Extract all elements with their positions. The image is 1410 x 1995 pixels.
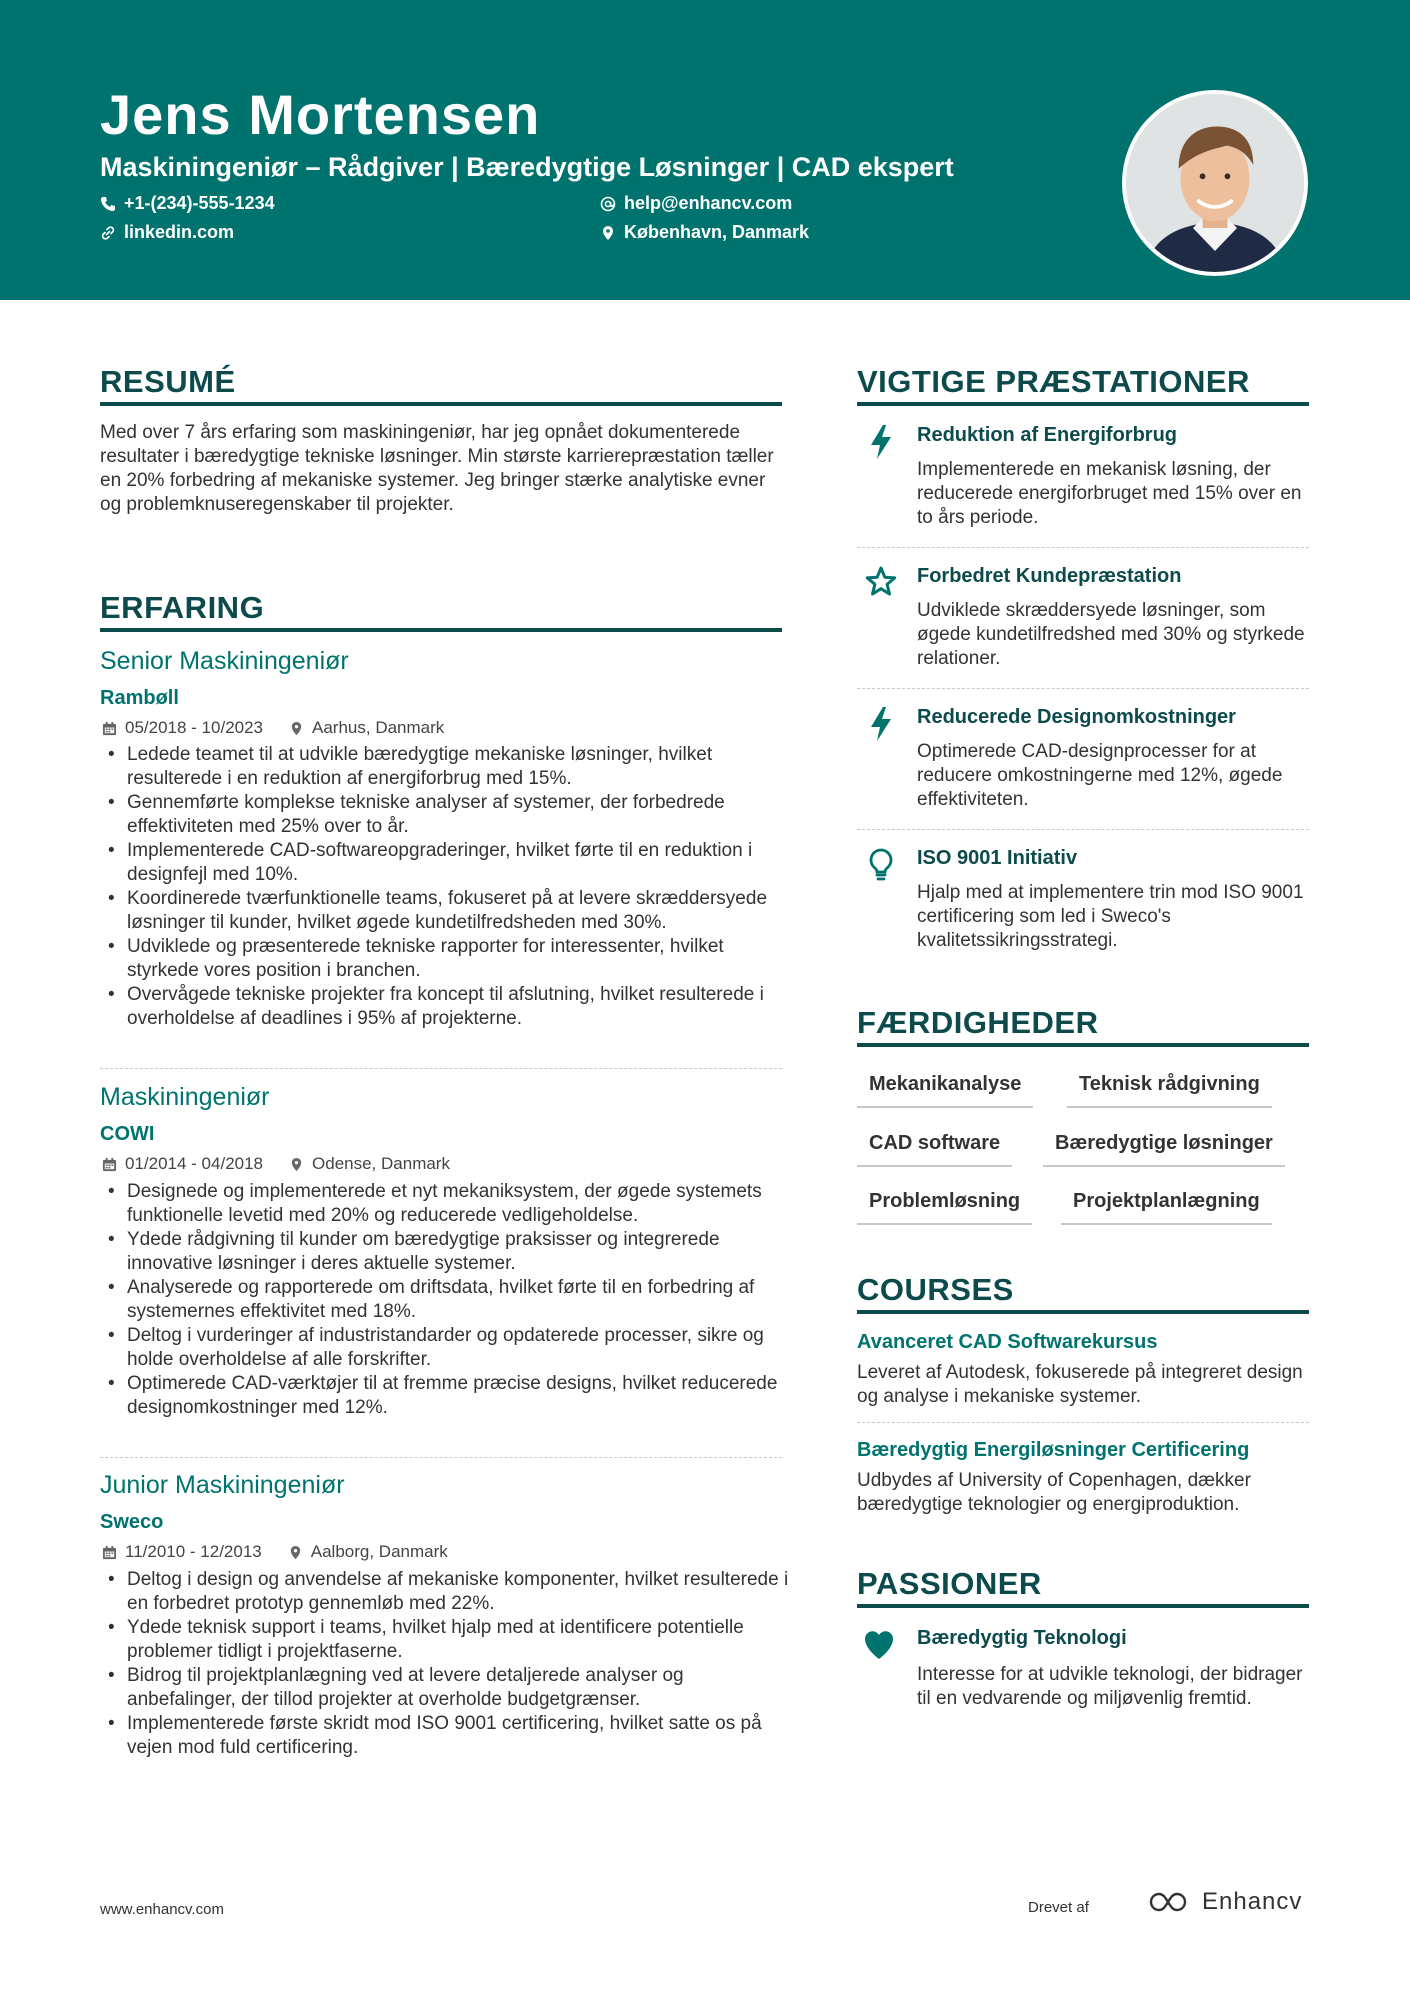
courses-rule xyxy=(857,1310,1309,1314)
bullet-item: • Optimerede CAD-værktøjer til at fremme præcise designs, hvilket reducerede designomkostninger med 12%. xyxy=(100,1372,790,1420)
brand-name: Enhancv xyxy=(1202,1888,1303,1915)
job-bullets xyxy=(100,1568,790,1760)
bullet-item: • Deltog i design og anvendelse af mekaniske komponenter, hvilket resulterede i en forbedret prototyp gennemløb med 22%. xyxy=(100,1568,790,1616)
bullet-item: • Implementerede CAD-softwareopgraderinger, hvilket førte til en reduktion i designfejl med 10%. xyxy=(100,839,790,887)
achievement-text: Optimerede CAD-designprocesser for at reducere omkostningerne med 12%, øgede effektiviteten. xyxy=(917,741,1283,810)
lightning-icon xyxy=(865,424,897,460)
achievement-title: Reduktion af Energiforbrug xyxy=(917,424,1177,446)
achievement-text: Hjalp med at implementere trin mod ISO 9001 certificering som led i Sweco's kvalitetssikringsstrategi. xyxy=(917,882,1304,951)
lightning-icon xyxy=(865,706,897,742)
email-text: help@enhancv.com xyxy=(624,193,793,213)
skill-tag: Teknisk rådgivning xyxy=(1067,1073,1272,1108)
enhancv-logo[interactable] xyxy=(1148,1888,1302,1916)
course-text: Leveret af Autodesk, fokuserede på integreret design og analyse i mekaniske systemer. xyxy=(857,1362,1303,1407)
skill-tag: Projektplanlægning xyxy=(1061,1190,1272,1225)
footer-powered-by: Drevet af xyxy=(1028,1899,1089,1916)
candidate-name: Jens Mortensen xyxy=(100,83,541,146)
skills-rule xyxy=(857,1043,1309,1047)
bullet-item: • Analyserede og rapporterede om driftsdata, hvilket førte til en forbedring af systemernes effektivitet med 18%. xyxy=(100,1276,790,1324)
footer-website[interactable]: www.enhancv.com xyxy=(100,1901,224,1918)
course-text: Udbydes af University of Copenhagen, dækker bæredygtige teknologier og energiproduktion. xyxy=(857,1470,1251,1515)
job-meta xyxy=(102,1542,448,1562)
achievements-heading: VIGTIGE PRÆSTATIONER xyxy=(857,364,1250,399)
divider xyxy=(100,1068,782,1069)
lightbulb-icon xyxy=(865,847,897,883)
bullet-item: • Gennemførte komplekse tekniske analyser af systemer, der forbedrede effektiviteten med 25% over to år. xyxy=(100,791,790,839)
job-meta xyxy=(102,1154,450,1174)
bullet-item: • Deltog i vurderinger af industristandarder og opdaterede processer, sikre og holde overholdelse af alle forskrifter. xyxy=(100,1324,790,1372)
job-meta xyxy=(102,718,444,738)
job-location: Aalborg, Danmark xyxy=(310,1542,448,1561)
courses-heading: COURSES xyxy=(857,1272,1014,1307)
skill-tag: Bæredygtige løsninger xyxy=(1043,1132,1285,1167)
achievement-title: Reducerede Designomkostninger xyxy=(917,706,1236,728)
job-bullets xyxy=(100,1180,790,1420)
calendar-icon xyxy=(102,1157,117,1172)
bullet-item: • Koordinerede tværfunktionelle teams, fokuseret på at levere skræddersyede løsninger til kunder, hvilket øgede kundetilfredsheden med 30%. xyxy=(100,887,790,935)
achievement-text: Implementerede en mekanisk løsning, der reducerede energiforbruget med 15% over en to års periode. xyxy=(917,459,1302,528)
bullet-item: • Ydede rådgivning til kunder om bæredygtige praksisser og integrerede innovative løsninger i deres aktuelle systemer. xyxy=(100,1228,790,1276)
location-pin-icon xyxy=(600,225,616,241)
location-pin-icon xyxy=(289,721,304,736)
passions-heading: PASSIONER xyxy=(857,1566,1042,1601)
bullet-item: • Bidrog til projektplanlægning ved at levere detaljerede analyser og anbefalinger, der tillod projekter at overholde budgetgrænser. xyxy=(100,1664,790,1712)
course-title: Bæredygtig Energiløsninger Certificering xyxy=(857,1439,1250,1461)
job-title: Junior Maskiningeniør xyxy=(100,1471,345,1499)
job-title: Maskiningeniør xyxy=(100,1083,270,1111)
calendar-icon xyxy=(102,721,117,736)
job-location: Aarhus, Danmark xyxy=(312,718,445,737)
achievement-text: Udviklede skræddersyede løsninger, som øgede kundetilfredshed med 30% og styrkede relationer. xyxy=(917,600,1305,669)
skill-tag: CAD software xyxy=(857,1132,1012,1167)
bullet-item: • Udviklede og præsenterede tekniske rapporter for interessenter, hvilket styrkede vores position i branchen. xyxy=(100,935,790,983)
candidate-title: Maskiningeniør – Rådgiver | Bæredygtige Løsninger | CAD ekspert xyxy=(100,152,954,182)
job-company: Rambøll xyxy=(100,687,179,709)
experience-heading: ERFARING xyxy=(100,590,265,625)
resume-rule xyxy=(100,402,782,406)
location-pin-icon xyxy=(288,1545,303,1560)
bullet-item: • Designede og implementerede et nyt mekaniksystem, der øgede systemets funktionelle levetid med 20% og reducerede vedligeholdelse. xyxy=(100,1180,790,1228)
contact-linkedin[interactable] xyxy=(100,222,234,243)
location-pin-icon xyxy=(289,1157,304,1172)
avatar-portrait xyxy=(1126,94,1304,272)
bullet-item: • Ydede teknisk support i teams, hvilket hjalp med at identificere potentielle problemer tidligt i projektfaserne. xyxy=(100,1616,790,1664)
achievement-title: ISO 9001 Initiativ xyxy=(917,847,1078,869)
header-banner xyxy=(0,0,1410,300)
phone-text: +1-(234)-555-1234 xyxy=(124,193,275,213)
achievement-title: Forbedret Kundepræstation xyxy=(917,565,1182,587)
profile-photo xyxy=(1122,90,1308,276)
divider xyxy=(857,1422,1309,1423)
job-dates: 05/2018 - 10/2023 xyxy=(125,718,264,737)
phone-icon xyxy=(100,196,116,212)
linkedin-text: linkedin.com xyxy=(124,222,235,242)
achievements-rule xyxy=(857,402,1309,406)
location-text: København, Danmark xyxy=(624,222,810,242)
bullet-item: • Overvågede tekniske projekter fra koncept til afslutning, hvilket resulterede i overholdelse af deadlines i 95% af projekterne. xyxy=(100,983,790,1031)
divider xyxy=(857,688,1309,689)
resume-heading: RESUMÉ xyxy=(100,364,236,399)
job-bullets xyxy=(100,743,790,1031)
bullet-item: • Ledede teamet til at udvikle bæredygtige mekaniske løsninger, hvilket resulterede i en reduktion af energiforbrug med 15%. xyxy=(100,743,790,791)
resume-text: Med over 7 års erfaring som maskiningeniør, har jeg opnået dokumenterede resultater i bæredygtige tekniske løsninger. Min største karrierepræstation tæller en 20% forbedring af mekaniske systemer. Jeg bringer stærke analytiske evner og problemknuseregenskaber til projekter. xyxy=(100,422,774,515)
course-title: Avanceret CAD Softwarekursus xyxy=(857,1331,1158,1353)
contact-email[interactable] xyxy=(600,193,792,214)
star-icon xyxy=(865,565,897,601)
experience-rule xyxy=(100,628,782,632)
job-dates: 11/2010 - 12/2013 xyxy=(125,1542,262,1561)
job-company: Sweco xyxy=(100,1511,164,1533)
job-title: Senior Maskiningeniør xyxy=(100,647,349,675)
divider xyxy=(857,829,1309,830)
skill-tag: Problemløsning xyxy=(857,1190,1032,1225)
divider xyxy=(857,547,1309,548)
job-company: COWI xyxy=(100,1123,155,1145)
calendar-icon xyxy=(102,1545,117,1560)
at-icon xyxy=(600,196,616,212)
link-icon xyxy=(100,225,116,241)
passions-rule xyxy=(857,1604,1309,1608)
job-dates: 01/2014 - 04/2018 xyxy=(125,1154,264,1173)
divider xyxy=(100,1457,782,1458)
contact-location xyxy=(600,222,809,243)
job-location: Odense, Danmark xyxy=(312,1154,450,1173)
enhancv-logo-icon xyxy=(1148,1891,1192,1913)
passion-title: Bæredygtig Teknologi xyxy=(917,1627,1127,1649)
bullet-item: • Implementerede første skridt mod ISO 9001 certificering, hvilket satte os på vejen mod fuld certificering. xyxy=(100,1712,790,1760)
contact-phone[interactable] xyxy=(100,193,275,214)
skill-tag: Mekanikanalyse xyxy=(857,1073,1033,1108)
heart-icon xyxy=(859,1627,899,1663)
skills-heading: FÆRDIGHEDER xyxy=(857,1005,1099,1040)
passion-text: Interesse for at udvikle teknologi, der bidrager til en vedvarende og miljøvenlig fremtid. xyxy=(917,1664,1303,1709)
